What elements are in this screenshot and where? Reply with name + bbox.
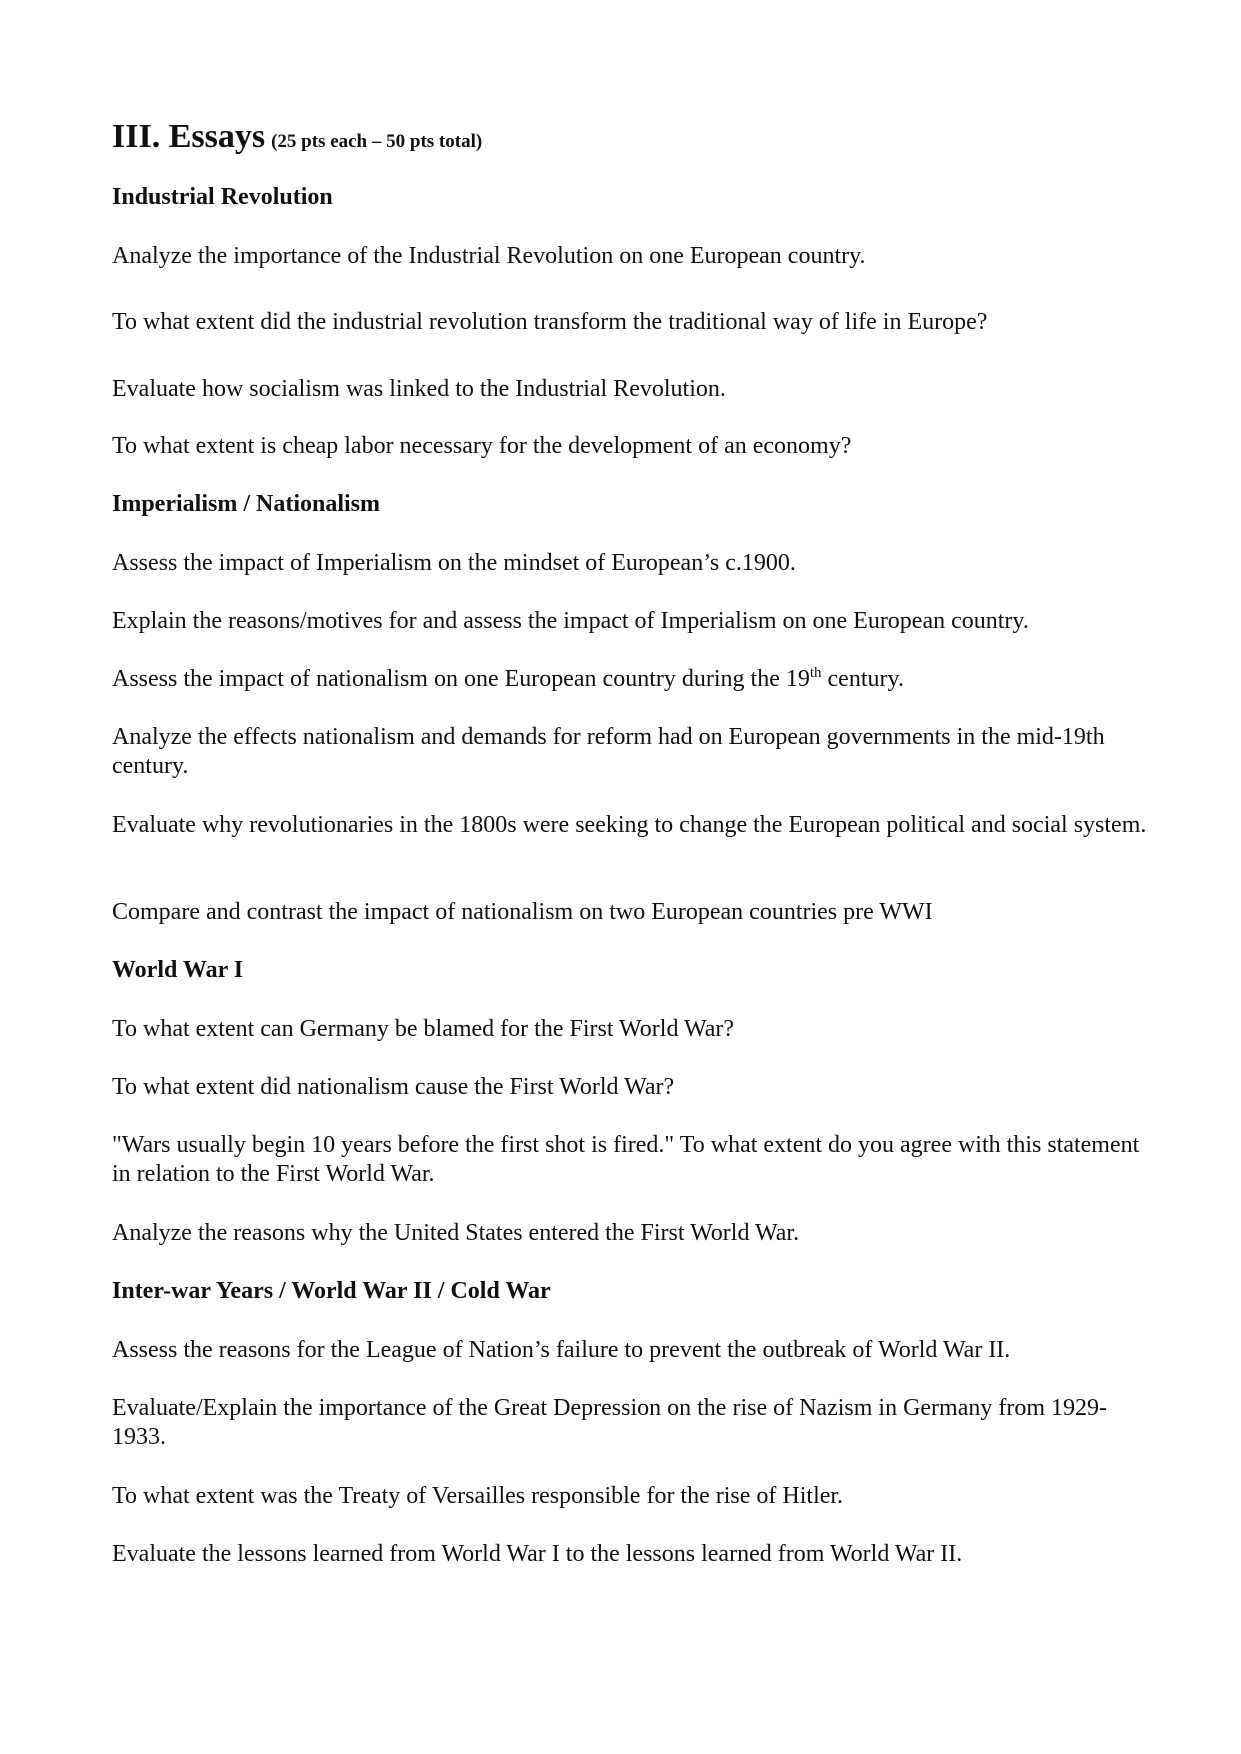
essay-prompt: To what extent can Germany be blamed for the First World War? bbox=[112, 1016, 735, 1042]
essay-prompt: To what extent did nationalism cause the First World War? bbox=[112, 1074, 675, 1100]
essay-prompt: Assess the reasons for the League of Nation’s failure to prevent the outbreak of World War II. bbox=[112, 1337, 1011, 1363]
essay-prompt: To what extent was the Treaty of Versailles responsible for the rise of Hitler. bbox=[112, 1483, 844, 1509]
essay-prompt: Evaluate the lessons learned from World War I to the lessons learned from World War II. bbox=[112, 1541, 963, 1567]
section-heading-inter-war-years: Inter-war Years / World War II / Cold War bbox=[112, 1278, 551, 1304]
section-heading-industrial-revolution: Industrial Revolution bbox=[112, 184, 333, 210]
essay-prompt: Compare and contrast the impact of nationalism on two European countries pre WWI bbox=[112, 899, 933, 925]
prompt-text: century. bbox=[821, 666, 904, 692]
essay-prompt: Evaluate how socialism was linked to the Industrial Revolution. bbox=[112, 376, 726, 402]
essay-prompt bbox=[112, 665, 904, 694]
essay-prompt: To what extent did the industrial revolution transform the traditional way of life in Europe? bbox=[112, 309, 988, 335]
section-heading-imperialism-nationalism: Imperialism / Nationalism bbox=[112, 491, 380, 517]
essay-prompt: Explain the reasons/motives for and assess the impact of Imperialism on one European country. bbox=[112, 608, 1029, 634]
essay-prompt: Evaluate/Explain the importance of the Great Depression on the rise of Nazism in Germany from 1929-1933. bbox=[112, 1395, 1108, 1450]
prompt-text: Assess the impact of nationalism on one European country during the 19 bbox=[112, 666, 810, 692]
page-title bbox=[112, 117, 482, 162]
essay-prompt: Assess the impact of Imperialism on the mindset of European’s c.1900. bbox=[112, 550, 796, 576]
title-note: (25 pts each – 50 pts total) bbox=[271, 131, 483, 152]
superscript-ordinal: th bbox=[809, 665, 822, 681]
essay-prompt: Analyze the effects nationalism and demands for reform had on European governments in the mid-19th century. bbox=[112, 724, 1105, 779]
essay-prompt: To what extent is cheap labor necessary for the development of an economy? bbox=[112, 433, 852, 459]
essay-prompt: Analyze the importance of the Industrial Revolution on one European country. bbox=[112, 243, 866, 269]
essay-prompt: "Wars usually begin 10 years before the first shot is fired." To what extent do you agree with this statement in relation to the First World War. bbox=[112, 1132, 1140, 1187]
title-main: III. Essays bbox=[112, 118, 266, 155]
essay-prompt: Analyze the reasons why the United States entered the First World War. bbox=[112, 1220, 800, 1246]
section-heading-world-war-i: World War I bbox=[112, 957, 244, 983]
essay-prompt: Evaluate why revolutionaries in the 1800s were seeking to change the European political and social system. bbox=[112, 812, 1147, 838]
